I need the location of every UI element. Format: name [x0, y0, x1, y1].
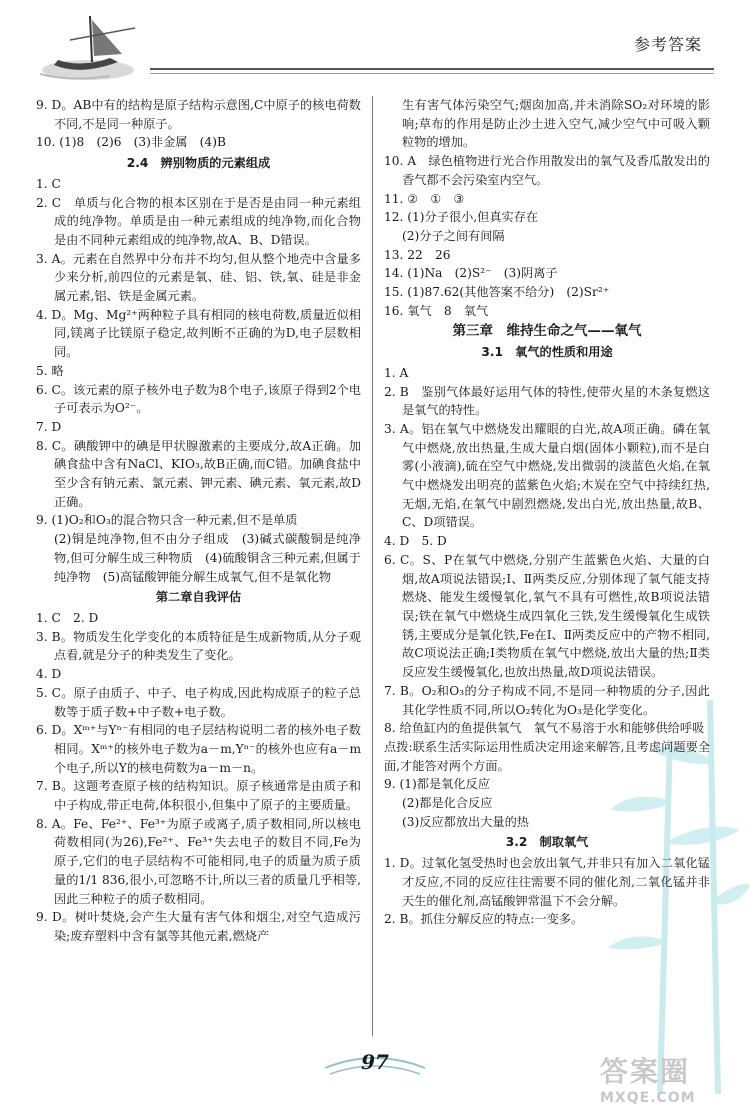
answer-item: 7. B。O₂和O₃的分子构成不同,不是同一种物质的分子,因此其化学性质不同,所以O₂转化为O₃是化学变化。: [384, 683, 710, 717]
answer-item: 9. D。树叶焚烧,会产生大量有害气体和烟尘,对空气造成污染;废弃塑料中含有氯等其他元素,燃烧产: [36, 910, 361, 943]
header-title: 参考答案: [633, 35, 702, 54]
answer-item: 8. A。Fe、Fe²⁺、Fe³⁺为原子或离子,质子数相同,所以核电荷数相同(为26),Fe²⁺、Fe³⁺失去电子的数目不同,Fe为原子,它们的电子层结构不可能相同,电子的质量为质子质量的1/1 836,很小,可忽略不计,所以三者的质量几乎相等,因此三种粒子的质子数相同。: [36, 816, 361, 906]
answer-item: 12. (1)分子很小,但真实存在: [384, 210, 539, 225]
answer-item: 3. A。元素在自然界中分布并不均匀,但从整个地壳中含量多少来分析,前四位的元素是氧、硅、铝、铁,氧、硅是非金属元素,铝、铁是金属元素。: [36, 251, 361, 304]
page-header: [0, 0, 750, 90]
answer-item: 9. D。AB中有的结构是原子结构示意图,C中原子的核电荷数不同,不是同一种原子。: [36, 98, 361, 131]
right-column: [384, 96, 710, 929]
answer-item: 1. C: [36, 176, 61, 191]
answer-item: 15. (1)87.62(其他答案不给分) (2)Sr²⁺: [384, 285, 610, 300]
answer-item: 2. C 单质与化合物的根本区别在于是否是由同一种元素组成的纯净物。单质是由一种元素组成的纯净物,而化合物是由不同种元素组成的纯净物,故A、B、D错误。: [36, 195, 361, 247]
answer-item: 9. (1)O₂和O₃的混合物只含一种元素,但不是单质: [36, 513, 298, 528]
answer-item: 3. A。铝在氧气中燃烧发出耀眼的白光,故A项正确。磷在氧气中燃烧,放出热量,生成大量白烟(固体小颗粒),而不是白雾(小液滴),硫在空气中燃烧,发出微弱的淡蓝色火焰,在氧气中燃烧发出明亮的蓝紫色火焰;木炭在空气中持续红热,无烟,无焰,在氧气中剧烈燃烧,发出白光,放出热量,故B、C、D项错误。: [384, 421, 710, 530]
watermark-domain: MXQE.COM: [600, 1090, 696, 1106]
answer-item: 4. D: [36, 667, 62, 682]
answer-item: 1. A: [384, 365, 409, 380]
answer-note: 点拨:联系生活实际运用性质决定用途来解答,且考虑问题要全面,才能答对两个方面。: [384, 739, 710, 773]
answer-item: 7. B。这题考查原子核的结构知识。原子核通常是由质子和中子构成,带正电荷,体积很小,但集中了原子的主要质量。: [36, 779, 361, 813]
answer-item: 1. D。过氧化氢受热时也会放出氧气,并非只有加入二氧化锰才反应,不同的反应往往需要不同的催化剂,二氧化锰并非天生的催化剂,高锰酸钾常温下不会分解。: [384, 856, 710, 908]
answer-item: 5. 略: [36, 363, 64, 378]
answer-item: 14. (1)Na (2)S²⁻ (3)阴离子: [384, 266, 558, 281]
answer-item: 9. (1)都是氧化反应: [384, 777, 490, 792]
answer-continuation: 生有害气体污染空气;烟囱加高,并未消除SO₂对环境的影响;草布的作用是防止沙土进入空气,减少空气中可吸入颗粒物的增加。: [402, 98, 710, 150]
section-heading: 3.2 制取氧气: [505, 835, 589, 850]
answer-item: 4. D。Mg、Mg²⁺两种粒子具有相同的核电荷数,质量近似相同,镁离子比镁原子稳定,故判断不正确的为D,电子层数相同。: [36, 307, 361, 360]
section-heading: 3.1 氧气的性质和用途: [481, 345, 613, 360]
answer-item: 6. C。该元素的原子核外电子数为8个电子,该原子得到2个电子可表示为O²⁻。: [36, 382, 361, 416]
answer-continuation: (2)都是化合反应: [402, 796, 493, 811]
column-divider: [372, 96, 373, 1036]
answer-item: 2. B。抓住分解反应的特点:一变多。: [384, 912, 584, 927]
answer-item: 16. 氧气 8 氧气: [384, 303, 489, 318]
sailboat-logo-icon: [40, 10, 150, 85]
answer-item: 10. (1)8 (2)6 (3)非金属 (4)B: [36, 135, 226, 150]
answer-item: 5. C。原子由质子、中子、电子构成,因此构成原子的粒子总数等于质子数+中子数+电子数。: [36, 685, 361, 719]
chapter-heading: 第三章 维持生命之气——氧气: [452, 323, 642, 340]
answer-item: 6. D。Xᵐ⁺与Yⁿ⁻有相同的电子层结构说明二者的核外电子数相同。Xᵐ⁺的核外电子数为a－m,Yⁿ⁻的核外也应有a－m个电子,所以Y的核电荷数为a－m－n。: [36, 723, 361, 775]
answer-item: 7. D: [36, 419, 62, 434]
answer-continuation: (2)分子之间有间隔: [402, 228, 505, 243]
watermark-logo-text: 答案圈: [600, 1055, 691, 1088]
answer-item: 13. 22 26: [384, 247, 451, 262]
answer-item: 8. C。碘酸钾中的碘是甲状腺激素的主要成分,故A正确。加碘食盐中含有NaCl、KIO₃,故B正确,而C错。加碘食盐中至少含有钠元素、氯元素、钾元素、碘元素、氧元素,故D正确。: [36, 438, 361, 509]
answer-continuation: (3)反应都放出大量的热: [402, 814, 529, 829]
answer-item: 3. B。物质发生化学变化的本质特征是生成新物质,从分子观点看,就是分子的种类发生了变化。: [36, 629, 361, 663]
header-rule-thin: [150, 73, 714, 74]
answer-item: 6. C。S、P在氧气中燃烧,分别产生蓝紫色火焰、大量的白烟,故A项说法错误;Ⅰ、Ⅱ两类反应,分别体现了氧气能支持燃烧、能发生缓慢氧化,氧气不具有可燃性,故B项说法错误;铁在氧气中燃烧生成四氧化三铁,发生缓慢氧化生成铁锈,主要成分是氧化铁,Fe在Ⅰ、Ⅱ两类反应中的产物不相同,故C项说法正确;Ⅰ类物质在氧气中燃烧,放出大量的热;Ⅱ类反应发生缓慢氧化,也放出热量,故D项说法错误。: [384, 552, 710, 680]
answer-item: 8. 给鱼缸内的鱼提供氧气 氧气不易溶于水和能够供给呼吸: [384, 721, 705, 736]
header-rule: [150, 68, 714, 70]
section-heading: 第二章自我评估: [155, 590, 242, 605]
answer-item: 2. B 鉴别气体最好运用气体的特性,使带火星的木条复燃这是氧气的特性。: [384, 384, 710, 418]
answer-item: 10. A 绿色植物进行光合作用散发出的氧气及香瓜散发出的香气都不会污染室内空气。: [384, 154, 710, 187]
answer-item: 4. D 5. D: [384, 534, 447, 549]
answer-item: 1. C 2. D: [36, 610, 99, 625]
answer-continuation: (2)铜是纯净物,但不由分子组成 (3)碱式碳酸铜是纯净物,但可分解生成三种物质 (4)硫酸铜含三种元素,但属于纯净物 (5)高锰酸钾能分解生成氧气,但不是氧化物: [54, 532, 361, 584]
left-column: [36, 96, 361, 946]
page-number: 97: [361, 1050, 389, 1074]
section-heading: 2.4 辨别物质的元素组成: [126, 156, 271, 171]
site-watermark: [600, 1050, 696, 1106]
answer-item: 11. ② ① ③: [384, 191, 465, 206]
